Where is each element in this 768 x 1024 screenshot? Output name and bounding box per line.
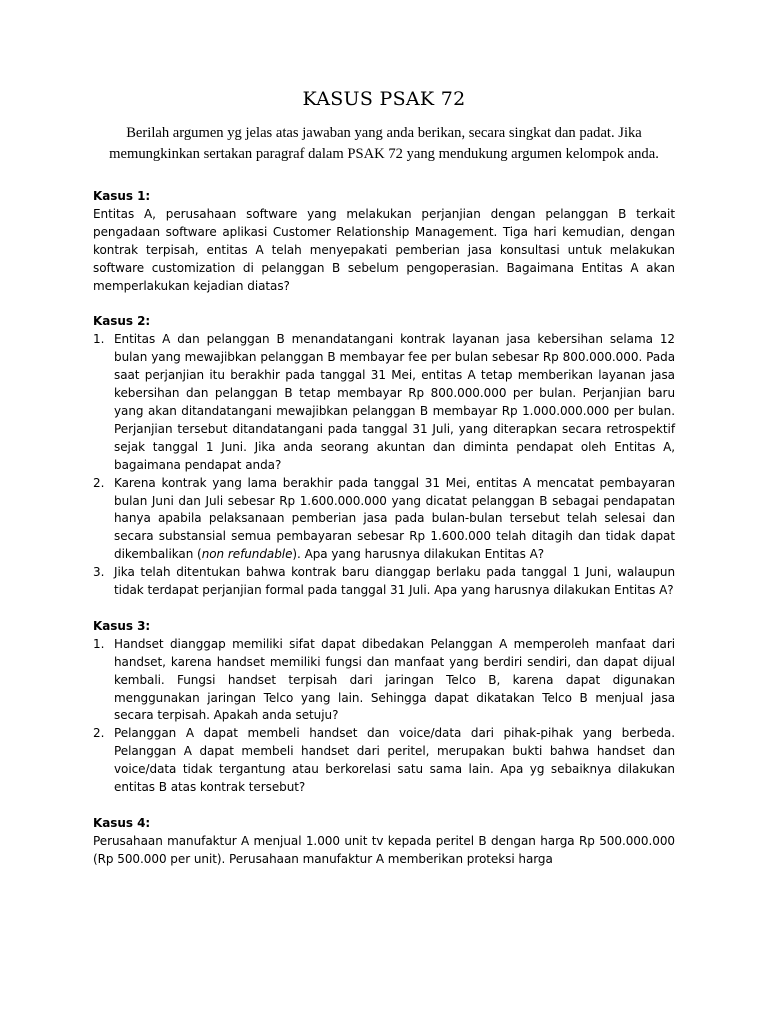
list-item-number: 2. [93,726,105,741]
case-4-paragraph: Perusahaan manufaktur A menjual 1.000 unit tv kepada peritel B dengan harga Rp 500.000.000 (Rp 500.000 per unit). Perusahaan manufaktur A memberikan proteksi harga [93,833,675,866]
list-item-number: 1. [93,636,105,651]
case-1-heading: Kasus 1: [93,189,151,203]
list-item [93,331,675,474]
case-3 [93,618,675,797]
non-refundable-term: non refundable [201,547,293,562]
case-2 [93,313,675,600]
list-item-text [114,476,675,562]
list-item-number: 2. [93,475,105,490]
case-4 [93,815,675,869]
case-2-list [93,331,675,600]
list-item [93,725,675,797]
case-1 [93,188,675,295]
list-item-text-start: Karena kontrak yang lama berakhir pada tanggal 31 Mei, entitas A mencatat pembayaran bulan Juni dan Juli sebesar Rp 1.600.000.000 yang dicatat pelanggan B sebagai pendapatan hanya apabila pelaksanaan pemberian jasa pada bulan-bulan tersebut telah selesai dan secara substansial semua pembayaran sebesar Rp 1.600.000 telah ditagih dan tidak dapat dikembalikan ( [114,475,675,562]
case-3-heading: Kasus 3: [93,618,151,633]
list-item-text: Jika telah ditentukan bahwa kontrak baru dianggap berlaku pada tanggal 1 Juni, walaupun tidak terdapat perjanjian formal pada tanggal 31 Juli. Apa yang harusnya dilakukan Entitas A? [114,565,675,598]
list-item [93,564,675,600]
list-item [93,475,675,565]
document-page [93,88,675,869]
document-title: KASUS PSAK 72 [302,88,466,110]
list-item-text: Handset dianggap memiliki sifat dapat dibedakan Pelanggan A memperoleh manfaat dari handset, karena handset memiliki fungsi dan manfaat yang berdiri sendiri, dan dapat dijual kembali. Fungsi handset terpisah dari jaringan Telco B, karena dapat digunakan menggunakan jaringan Telco yang lain. Sehingga dapat dikatakan Telco B menjual jasa secara terpisah. Apakah anda setuju? [114,636,675,723]
case-3-list [93,636,675,797]
list-item-text: Pelanggan A dapat membeli handset dan voice/data dari pihak-pihak yang berbeda. Pelanggan A dapat membeli handset dari peritel, merupakan bukti bahwa handset dan voice/data tidak tergantung atau berkorelasi satu sama lain. Apa yg sebaiknya dilakukan entitas B atas kontrak tersebut? [114,726,675,795]
case-4-heading: Kasus 4: [93,816,151,830]
instructions-paragraph: Berilah argumen yg jelas atas jawaban yang anda berikan, secara singkat dan padat. Jika memungkinkan sertakan paragraf dalam PSAK 72 yang mendukung argumen kelompok anda. [109,125,659,162]
case-1-paragraph: Entitas A, perusahaan software yang melakukan perjanjian dengan pelanggan B terkait pengadaan software aplikasi Customer Relationship Management. Tiga hari kemudian, dengan kontrak terpisah, entitas A telah menyepakati pemberian jasa konsultasi untuk melakukan software customization di pelanggan B sebelum pengoperasian. Bagaimana Entitas A akan memperlakukan kejadian diatas? [93,206,675,293]
list-item-number: 3. [93,565,105,580]
list-item-number: 1. [93,332,105,347]
cases-body [93,188,675,869]
list-item-text-end: ). Apa yang harusnya dilakukan Entitas A? [292,547,545,562]
list-item [93,636,675,726]
list-item-text: Entitas A dan pelanggan B menandatangani kontrak layanan jasa kebersihan selama 12 bulan yang mewajibkan pelanggan B membayar fee per bulan sebesar Rp 800.000.000. Pada saat perjanjian itu berakhir pada tanggal 31 Mei, entitas A tetap memberikan layanan jasa kebersihan dan pelanggan B tetap membayar Rp 800.000.000 per bulan. Perjanjian baru yang akan ditandatangani mewajibkan pelanggan B membayar Rp 1.000.000.000 per bulan. Perjanjian tersebut ditandatangani pada tanggal 31 Juli, yang diterapkan secara retrospektif sejak tanggal 1 Juni. Jika anda seorang akuntan dan diminta pendapat oleh Entitas A, bagaimana pendapat anda? [114,332,675,472]
case-2-heading: Kasus 2: [93,314,151,329]
